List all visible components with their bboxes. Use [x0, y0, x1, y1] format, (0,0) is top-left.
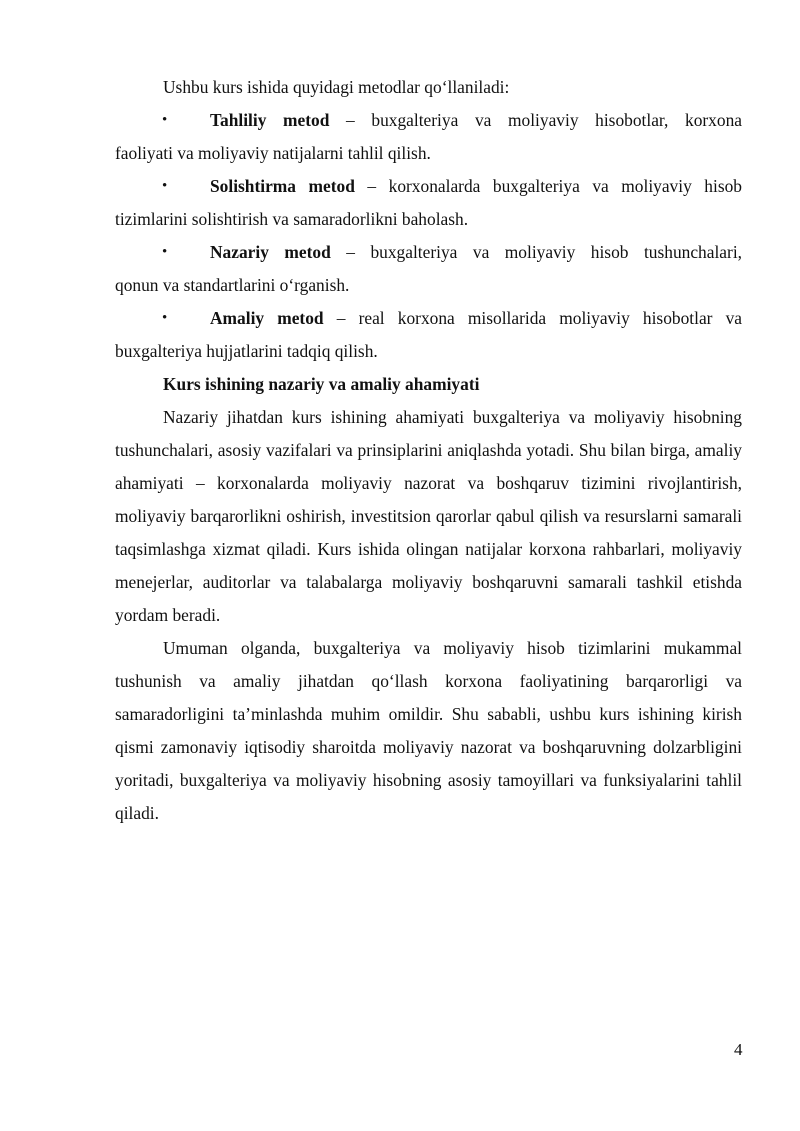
method-first-line	[115, 170, 742, 203]
intro-paragraph: Ushbu kurs ishida quyidagi metodlar qo‘llaniladi:	[163, 77, 510, 97]
method-first-line	[115, 302, 742, 335]
bullet-icon: •	[162, 112, 168, 128]
method-list-item	[115, 236, 742, 302]
method-term: Solishtirma metod	[210, 176, 355, 196]
bullet-icon: •	[162, 178, 168, 194]
page-content	[115, 71, 742, 830]
method-list-item	[115, 302, 742, 368]
method-description-continued: tizimlarini solishtirish va samaradorlikni baholash.	[115, 209, 469, 229]
method-description: – buxgalteriya va moliyaviy hisobotlar, korxona	[329, 110, 742, 130]
method-term: Tahliliy metod	[210, 110, 330, 130]
page-number: 4	[734, 1040, 743, 1059]
body-paragraph: Nazariy jihatdan kurs ishining ahamiyati buxgalteriya va moliyaviy hisobning tushunchalari, asosiy vazifalari va prinsiplarini aniqlashda yotadi. Shu bilan birga, amaliy ahamiyati – korxonalarda moliyaviy nazorat va boshqaruv tizimini rivojlantirish, moliyaviy barqarorlikni oshirish, investitsion qarorlar qabul qilish va resurslarni samarali taqsimlashga xizmat qiladi. Kurs ishida olingan natijalar korxona rahbarlari, moliyaviy menejerlar, auditorlar va talabalarga moliyaviy boshqaruvni samarali tashkil etishda yordam beradi.	[115, 407, 742, 625]
bullet-icon: •	[162, 244, 168, 260]
method-description: – real korxona misollarida moliyaviy hisobotlar va	[323, 308, 742, 328]
body-paragraph: Umuman olganda, buxgalteriya va moliyaviy hisob tizimlarini mukammal tushunish va amaliy jihatdan qo‘llash korxona faoliyatining barqarorligi va samaradorligini ta’minlashda muhim omildir. Shu sababli, ushbu kurs ishining kirish qismi zamonaviy iqtisodiy sharoitda moliyaviy nazorat va boshqaruvning dolzarbligini yoritadi, buxgalteriya va moliyaviy hisobning asosiy tamoyillari va funksiyalarini tahlil qiladi.	[115, 638, 742, 823]
section-heading: Kurs ishining nazariy va amaliy ahamiyati	[163, 374, 480, 394]
method-first-line	[115, 104, 742, 137]
method-description-continued: qonun va standartlarini o‘rganish.	[115, 275, 350, 295]
method-list-item	[115, 170, 742, 236]
method-description: – buxgalteriya va moliyaviy hisob tushunchalari,	[330, 242, 742, 262]
method-description-continued: buxgalteriya hujjatlarini tadqiq qilish.	[115, 341, 378, 361]
method-description: – korxonalarda buxgalteriya va moliyaviy hisob	[354, 176, 742, 196]
method-list-item	[115, 104, 742, 170]
method-description-continued: faoliyati va moliyaviy natijalarni tahlil qilish.	[115, 143, 431, 163]
method-term: Nazariy metod	[210, 242, 331, 262]
method-first-line	[115, 236, 742, 269]
bullet-icon: •	[162, 310, 168, 326]
method-term: Amaliy metod	[210, 308, 324, 328]
